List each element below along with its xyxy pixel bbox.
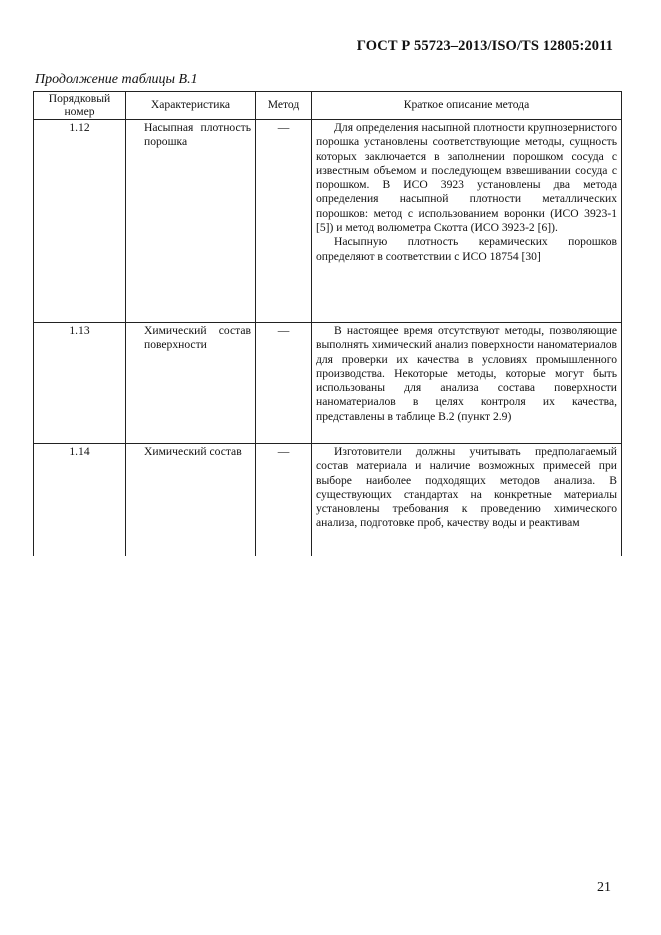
description-paragraph: Для определения насыпной плотности крупнозернистого порошка установлены соответствующие методы, сущность которых заключается в заполнении порошком сосуда с известным объемом и последующем взвешивании сосуда с порошком. В ИСО 3923 установлены два метода определения насыпной плотности металлических порошков: метод с использованием воронки (ИСО 3923-1 [5]) и метод волюметра Скотта (ИСО 3923-2 [6]). (316, 121, 617, 235)
table-caption: Продолжение таблицы В.1 (35, 72, 198, 87)
column-header-characteristic: Характеристика (126, 92, 256, 120)
row-number: 1.12 (34, 120, 126, 323)
row-method: — (256, 444, 312, 556)
row-characteristic: Химический состав (126, 444, 256, 556)
description-paragraph: В настоящее время отсутствуют методы, позволяющие выполнять химический анализ поверхности наноматериалов для проверки их качества в условиях промышленного производства. Некоторые методы, которые могут быть использованы для анализа состава поверхности наноматериалов в целях контроля их качества, представлены в таблице В.2 (пункт 2.9) (316, 324, 617, 423)
description-paragraph: Изготовители должны учитывать предполагаемый состав материала и наличие возможных примесей при выборе наиболее подходящих методов анализа. В существующих стандартах на конкретные материалы установлены требования к проведению химического анализа, подготовке проб, качеству воды и реактивам (316, 445, 617, 530)
methods-table (33, 91, 622, 556)
description-paragraph: Насыпную плотность керамических порошков определяют в соответствии с ИСО 18754 [30] (316, 235, 617, 263)
column-header-description: Краткое описание метода (312, 92, 622, 120)
table-row (34, 120, 622, 323)
row-description (312, 323, 622, 444)
row-number: 1.14 (34, 444, 126, 556)
page-number: 21 (597, 880, 611, 895)
row-description (312, 444, 622, 556)
row-characteristic: Химический состав поверхности (126, 323, 256, 444)
row-description (312, 120, 622, 323)
table-row (34, 444, 622, 556)
column-header-number: Порядковый номер (34, 92, 126, 120)
row-method: — (256, 120, 312, 323)
table-row (34, 323, 622, 444)
table-header-row (34, 92, 622, 120)
column-header-method: Метод (256, 92, 312, 120)
row-number: 1.13 (34, 323, 126, 444)
row-method: — (256, 323, 312, 444)
row-characteristic: Насыпная плотность порошка (126, 120, 256, 323)
document-header: ГОСТ Р 55723–2013/ISO/TS 12805:2011 (356, 38, 613, 54)
